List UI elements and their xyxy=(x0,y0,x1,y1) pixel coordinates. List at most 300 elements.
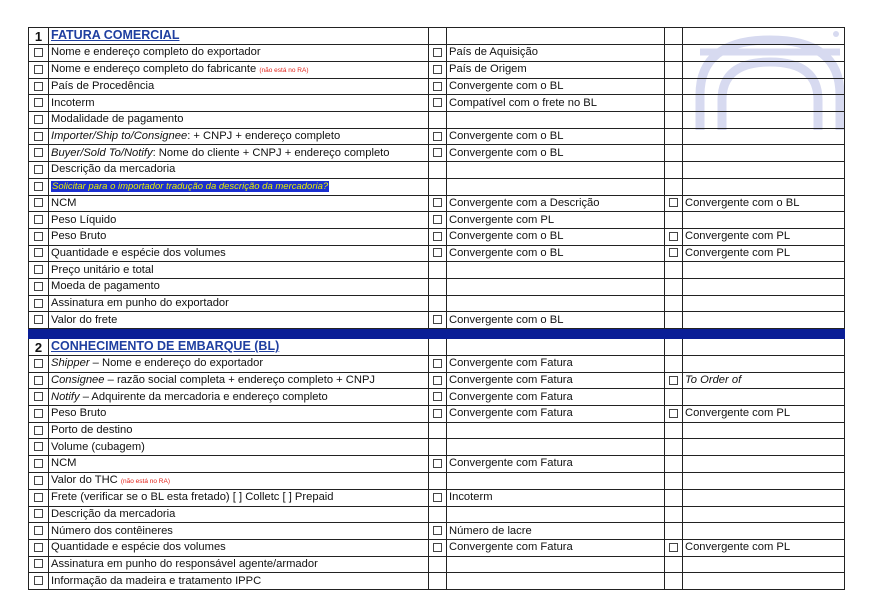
item-cell xyxy=(49,406,429,423)
item-cell xyxy=(49,45,429,62)
item-label: : + CNPJ + endereço completo xyxy=(187,130,341,143)
empty-cell xyxy=(429,556,447,573)
checkbox[interactable] xyxy=(34,359,43,368)
empty-cell xyxy=(683,295,845,312)
table-row xyxy=(29,178,845,195)
empty-cell xyxy=(683,28,845,45)
empty-cell xyxy=(683,128,845,145)
item-label: Peso Bruto xyxy=(51,407,107,420)
checkbox[interactable] xyxy=(433,459,442,468)
empty-cell xyxy=(683,573,845,590)
item-label: Peso Bruto xyxy=(51,230,107,243)
check-condition: Convergente com a Descrição xyxy=(447,195,665,212)
empty-cell xyxy=(683,262,845,279)
checkbox-cell xyxy=(429,523,447,540)
item-note: (não está no RA) xyxy=(259,66,309,74)
item-field-name: Consignee xyxy=(51,374,105,387)
empty-cell xyxy=(683,162,845,179)
check-condition: Convergente com PL xyxy=(447,212,665,229)
checkbox[interactable] xyxy=(34,526,43,535)
highlighted-question: Solicitar para o importador tradução da descrição da mercadoria? xyxy=(52,181,329,193)
empty-cell xyxy=(447,162,665,179)
item-cell xyxy=(49,295,429,312)
table-row xyxy=(29,162,845,179)
checkbox-cell xyxy=(29,112,49,129)
check-condition-2: Convergente com PL xyxy=(683,406,845,423)
item-label: Volume (cubagem) xyxy=(51,440,145,453)
checkbox-cell xyxy=(29,162,49,179)
check-condition: Convergente com Fatura xyxy=(447,406,665,423)
checkbox[interactable] xyxy=(34,265,43,274)
item-label: Nome e endereço completo do exportador xyxy=(51,46,261,59)
table-row xyxy=(29,61,845,78)
empty-cell xyxy=(665,262,683,279)
table-row xyxy=(29,128,845,145)
checkbox-cell xyxy=(665,195,683,212)
empty-cell xyxy=(429,573,447,590)
check-condition: Compatível com o frete no BL xyxy=(447,95,665,112)
table-row xyxy=(29,145,845,162)
checkbox[interactable] xyxy=(669,376,678,385)
empty-cell xyxy=(665,145,683,162)
checkbox-cell xyxy=(29,489,49,506)
check-condition: Convergente com o BL xyxy=(447,228,665,245)
checkbox-cell xyxy=(429,356,447,373)
checkbox[interactable] xyxy=(433,359,442,368)
checkbox[interactable] xyxy=(34,426,43,435)
empty-cell xyxy=(665,128,683,145)
item-label: Preço unitário e total xyxy=(51,263,154,276)
checkbox-cell xyxy=(29,61,49,78)
empty-cell xyxy=(665,422,683,439)
table-row xyxy=(29,112,845,129)
checkbox-cell xyxy=(429,245,447,262)
checkbox[interactable] xyxy=(34,215,43,224)
checkbox-cell xyxy=(29,128,49,145)
empty-cell xyxy=(665,472,683,489)
checkbox-cell xyxy=(429,312,447,329)
item-cell xyxy=(49,262,429,279)
item-label: – razão social completa + endereço completo + CNPJ xyxy=(104,374,376,387)
empty-cell xyxy=(683,356,845,373)
check-condition-2: Convergente com o BL xyxy=(683,195,845,212)
item-cell xyxy=(49,278,429,295)
item-label: Moeda de pagamento xyxy=(51,280,160,293)
checkbox-cell xyxy=(429,456,447,473)
empty-cell xyxy=(447,339,665,356)
empty-cell xyxy=(429,28,447,45)
checkbox[interactable] xyxy=(34,165,43,174)
checkbox[interactable] xyxy=(433,98,442,107)
item-cell xyxy=(49,245,429,262)
checkbox-cell xyxy=(429,78,447,95)
table-row xyxy=(29,556,845,573)
checkbox-cell xyxy=(29,262,49,279)
checkbox[interactable] xyxy=(34,392,43,401)
empty-cell xyxy=(665,439,683,456)
section-title: CONHECIMENTO DE EMBARQUE (BL) xyxy=(51,339,280,353)
check-condition: Convergente com o BL xyxy=(447,145,665,162)
checkbox-cell xyxy=(29,195,49,212)
item-cell xyxy=(49,556,429,573)
empty-cell xyxy=(665,295,683,312)
checkbox-cell xyxy=(29,523,49,540)
empty-cell xyxy=(665,28,683,45)
empty-cell xyxy=(665,456,683,473)
item-cell xyxy=(49,195,429,212)
separator-bar xyxy=(29,329,845,339)
checkbox[interactable] xyxy=(34,182,43,191)
empty-cell xyxy=(683,456,845,473)
table-row xyxy=(29,212,845,229)
empty-cell xyxy=(447,422,665,439)
check-condition: Convergente com Fatura xyxy=(447,456,665,473)
checkbox-cell xyxy=(665,372,683,389)
checkbox[interactable] xyxy=(34,65,43,74)
empty-cell xyxy=(447,556,665,573)
checkbox-cell xyxy=(429,489,447,506)
table-row xyxy=(29,195,845,212)
item-label: Número dos contêineres xyxy=(51,524,173,537)
checkbox-cell xyxy=(29,539,49,556)
checkbox[interactable] xyxy=(433,215,442,224)
checkbox-cell xyxy=(429,539,447,556)
empty-cell xyxy=(683,489,845,506)
item-label: Peso Líquido xyxy=(51,213,117,226)
item-label: País de Procedência xyxy=(51,80,155,93)
table-row xyxy=(29,506,845,523)
checkbox[interactable] xyxy=(433,376,442,385)
empty-cell xyxy=(429,439,447,456)
item-cell xyxy=(49,422,429,439)
checkbox-cell xyxy=(29,472,49,489)
check-condition: Convergente com Fatura xyxy=(447,389,665,406)
empty-cell xyxy=(665,95,683,112)
checkbox[interactable] xyxy=(669,409,678,418)
empty-cell xyxy=(683,389,845,406)
empty-cell xyxy=(683,339,845,356)
checkbox-cell xyxy=(665,406,683,423)
checkbox[interactable] xyxy=(669,248,678,257)
empty-cell xyxy=(447,278,665,295)
table-row xyxy=(29,523,845,540)
checkbox-cell xyxy=(29,278,49,295)
empty-cell xyxy=(447,506,665,523)
checkbox-cell xyxy=(429,128,447,145)
section-title: FATURA COMERCIAL xyxy=(51,28,180,42)
item-field-name: Buyer/Sold To/Notify xyxy=(51,146,153,159)
checkbox-cell xyxy=(29,295,49,312)
checkbox[interactable] xyxy=(34,409,43,418)
empty-cell xyxy=(683,472,845,489)
empty-cell xyxy=(665,556,683,573)
empty-cell xyxy=(429,422,447,439)
empty-cell xyxy=(683,506,845,523)
checkbox[interactable] xyxy=(433,248,442,257)
item-label: – Adquirente da mercadoria e endereço completo xyxy=(79,390,328,403)
item-label: Nome e endereço completo do fabricante xyxy=(51,62,257,75)
table-row xyxy=(29,406,845,423)
item-label: Incoterm xyxy=(51,96,95,109)
empty-cell xyxy=(447,472,665,489)
empty-cell xyxy=(683,422,845,439)
checkbox-cell xyxy=(29,312,49,329)
table-row xyxy=(29,489,845,506)
table-row xyxy=(29,372,845,389)
empty-cell xyxy=(683,61,845,78)
item-cell xyxy=(49,456,429,473)
item-label: Quantidade e espécie dos volumes xyxy=(51,541,226,554)
checkbox[interactable] xyxy=(433,198,442,207)
checkbox-cell xyxy=(429,45,447,62)
item-cell xyxy=(49,489,429,506)
checkbox[interactable] xyxy=(433,82,442,91)
empty-cell xyxy=(429,162,447,179)
checkbox[interactable] xyxy=(34,559,43,568)
table-row xyxy=(29,356,845,373)
checklist-table xyxy=(28,27,845,590)
checkbox[interactable] xyxy=(34,198,43,207)
item-cell xyxy=(49,506,429,523)
section-title-cell xyxy=(49,28,429,45)
table-row xyxy=(29,539,845,556)
checkbox[interactable] xyxy=(34,459,43,468)
checkbox[interactable] xyxy=(34,148,43,157)
item-cell xyxy=(49,212,429,229)
checkbox-cell xyxy=(429,145,447,162)
check-condition-2: Convergente com PL xyxy=(683,245,845,262)
check-condition: Convergente com o BL xyxy=(447,128,665,145)
checkbox-cell xyxy=(29,556,49,573)
checkbox-cell xyxy=(29,372,49,389)
section-separator xyxy=(29,329,845,339)
empty-cell xyxy=(447,439,665,456)
checkbox-cell xyxy=(29,356,49,373)
checkbox-cell xyxy=(29,506,49,523)
item-label: Descrição da mercadoria xyxy=(51,507,176,520)
check-condition-2: Convergente com PL xyxy=(683,228,845,245)
checklist-sheet xyxy=(28,27,844,590)
item-cell xyxy=(49,61,429,78)
item-cell xyxy=(49,372,429,389)
checkbox[interactable] xyxy=(34,115,43,124)
table-row xyxy=(29,45,845,62)
item-cell xyxy=(49,472,429,489)
empty-cell xyxy=(683,45,845,62)
item-cell xyxy=(49,389,429,406)
empty-cell xyxy=(429,178,447,195)
empty-cell xyxy=(665,78,683,95)
item-label: Assinatura em punho do exportador xyxy=(51,296,229,309)
checkbox-cell xyxy=(29,456,49,473)
checkbox-cell xyxy=(29,422,49,439)
empty-cell xyxy=(683,312,845,329)
item-label: Modalidade de pagamento xyxy=(51,113,184,126)
checkbox-cell xyxy=(429,406,447,423)
item-cell xyxy=(49,112,429,129)
empty-cell xyxy=(447,178,665,195)
item-cell xyxy=(49,539,429,556)
checkbox[interactable] xyxy=(669,543,678,552)
checkbox[interactable] xyxy=(433,132,442,141)
check-condition: Convergente com Fatura xyxy=(447,539,665,556)
item-cell xyxy=(49,145,429,162)
empty-cell xyxy=(447,262,665,279)
empty-cell xyxy=(665,573,683,590)
empty-cell xyxy=(665,112,683,129)
checkbox-cell xyxy=(29,95,49,112)
check-condition: Convergente com Fatura xyxy=(447,372,665,389)
checkbox-cell xyxy=(29,145,49,162)
item-label: Quantidade e espécie dos volumes xyxy=(51,246,226,259)
item-cell xyxy=(49,573,429,590)
checkbox[interactable] xyxy=(34,543,43,552)
empty-cell xyxy=(665,212,683,229)
item-label: Informação da madeira e tratamento IPPC xyxy=(51,574,262,587)
item-field-name: Importer/Ship to/Consignee xyxy=(51,130,188,143)
checkbox[interactable] xyxy=(34,442,43,451)
checkbox[interactable] xyxy=(34,509,43,518)
item-cell xyxy=(49,523,429,540)
empty-cell xyxy=(447,295,665,312)
check-condition: Convergente com o BL xyxy=(447,312,665,329)
check-condition: Convergente com o BL xyxy=(447,78,665,95)
empty-cell xyxy=(683,439,845,456)
section-header xyxy=(29,339,845,356)
checkbox-cell xyxy=(429,212,447,229)
empty-cell xyxy=(429,506,447,523)
table-row xyxy=(29,278,845,295)
checkbox[interactable] xyxy=(433,392,442,401)
empty-cell xyxy=(665,389,683,406)
empty-cell xyxy=(665,45,683,62)
checkbox-cell xyxy=(429,61,447,78)
empty-cell xyxy=(665,506,683,523)
item-label: Descrição da mercadoria xyxy=(51,163,176,176)
table-row xyxy=(29,472,845,489)
empty-cell xyxy=(429,339,447,356)
empty-cell xyxy=(683,178,845,195)
checkbox[interactable] xyxy=(34,232,43,241)
checkbox[interactable] xyxy=(433,48,442,57)
checkbox[interactable] xyxy=(433,315,442,324)
item-cell xyxy=(49,439,429,456)
checkbox[interactable] xyxy=(34,132,43,141)
empty-cell xyxy=(429,278,447,295)
table-row xyxy=(29,456,845,473)
checkbox-cell xyxy=(429,389,447,406)
checkbox[interactable] xyxy=(34,282,43,291)
item-cell xyxy=(49,312,429,329)
check-condition: País de Aquisição xyxy=(447,45,665,62)
item-note: (não está no RA) xyxy=(120,477,170,485)
checkbox[interactable] xyxy=(433,526,442,535)
checkbox-cell xyxy=(29,78,49,95)
checkbox-cell xyxy=(429,195,447,212)
section-header xyxy=(29,28,845,45)
check-condition: Convergente com o BL xyxy=(447,245,665,262)
checkbox-cell xyxy=(29,178,49,195)
checkbox-cell xyxy=(429,372,447,389)
empty-cell xyxy=(429,112,447,129)
checkbox-cell xyxy=(429,95,447,112)
empty-cell xyxy=(447,573,665,590)
checkbox-cell xyxy=(29,45,49,62)
check-condition-2: Convergente com PL xyxy=(683,539,845,556)
checkbox-cell xyxy=(29,573,49,590)
check-condition: Número de lacre xyxy=(447,523,665,540)
table-row xyxy=(29,439,845,456)
checkbox[interactable] xyxy=(433,232,442,241)
checkbox[interactable] xyxy=(34,98,43,107)
table-row xyxy=(29,95,845,112)
empty-cell xyxy=(429,295,447,312)
empty-cell xyxy=(683,523,845,540)
empty-cell xyxy=(683,212,845,229)
table-row xyxy=(29,573,845,590)
checkbox[interactable] xyxy=(433,409,442,418)
checkbox-cell xyxy=(29,439,49,456)
checkbox[interactable] xyxy=(34,315,43,324)
empty-cell xyxy=(683,145,845,162)
empty-cell xyxy=(683,278,845,295)
empty-cell xyxy=(429,262,447,279)
table-row xyxy=(29,78,845,95)
item-cell xyxy=(49,162,429,179)
checkbox-cell xyxy=(429,228,447,245)
checkbox-cell xyxy=(29,389,49,406)
item-label: Valor do frete xyxy=(51,313,118,326)
item-cell xyxy=(49,178,429,195)
checkbox-cell xyxy=(29,245,49,262)
checkbox[interactable] xyxy=(34,476,43,485)
checkbox[interactable] xyxy=(433,543,442,552)
section-number: 1 xyxy=(29,28,49,45)
checkbox-cell xyxy=(29,406,49,423)
empty-cell xyxy=(683,112,845,129)
checkbox[interactable] xyxy=(433,65,442,74)
checkbox[interactable] xyxy=(34,493,43,502)
item-label: NCM xyxy=(51,457,77,470)
empty-cell xyxy=(665,162,683,179)
checkbox[interactable] xyxy=(34,376,43,385)
checkbox[interactable] xyxy=(34,82,43,91)
check-condition: Convergente com Fatura xyxy=(447,356,665,373)
table-row xyxy=(29,245,845,262)
item-cell xyxy=(49,78,429,95)
checkbox[interactable] xyxy=(34,248,43,257)
checkbox[interactable] xyxy=(34,299,43,308)
item-label: Porto de destino xyxy=(51,424,133,437)
checkbox[interactable] xyxy=(433,148,442,157)
checkbox-cell xyxy=(29,228,49,245)
empty-cell xyxy=(665,489,683,506)
item-label: : Nome do cliente + CNPJ + endereço completo xyxy=(152,146,390,159)
checkbox[interactable] xyxy=(669,232,678,241)
checkbox-cell xyxy=(665,539,683,556)
checkbox[interactable] xyxy=(433,493,442,502)
empty-cell xyxy=(683,556,845,573)
checkbox[interactable] xyxy=(669,198,678,207)
item-cell xyxy=(49,95,429,112)
checkbox-cell xyxy=(665,228,683,245)
checkbox[interactable] xyxy=(34,48,43,57)
item-cell xyxy=(49,356,429,373)
item-label: Frete (verificar se o BL esta fretado) [ ] Colletc [ ] Prepaid xyxy=(51,491,334,504)
empty-cell xyxy=(665,278,683,295)
checkbox[interactable] xyxy=(34,576,43,585)
item-label: NCM xyxy=(51,196,77,209)
